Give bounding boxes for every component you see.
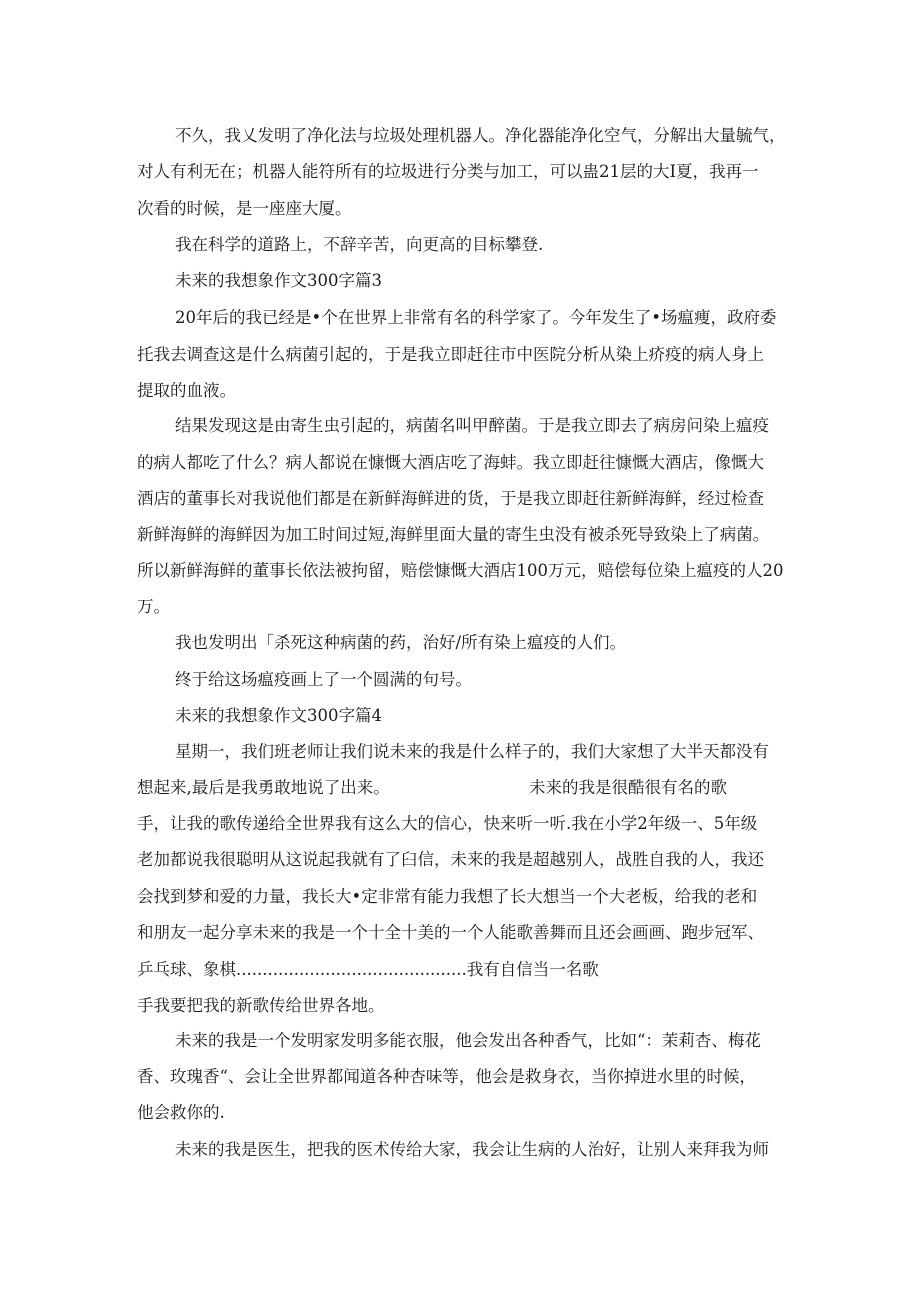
text-line: 乒乓球、象棋............................................我有自信当一名歌 [137, 960, 599, 979]
text-line: 手我要把我的新歌传给世界各地。 [137, 996, 385, 1015]
text-line: 我在科学的道路上，不辞辛苦，向更高的目标攀登. [175, 235, 544, 254]
section-heading: 未来的我想象作文300字篇4 [175, 706, 382, 725]
text-line: 会找到梦和爱的力量，我长大•定非常有能力我想了长大想当一个大老板，给我的老和 [137, 887, 758, 906]
text-line: 提取的血液。 [137, 381, 236, 400]
text-line: 他会救你的. [137, 1103, 225, 1122]
text-line: 想起来,最后是我勇敢地说了出来。 [137, 778, 390, 797]
text-line: 次看的时候，是一座座大厦。 [137, 199, 352, 218]
text-line: 所以新鲜海鲜的董事长依法被拘留，赔偿慷慨大酒店100万元，赔偿每位染上瘟疫的人20 [137, 561, 784, 580]
text-line: 不久，我乂发明了净化法与垃圾处理机器人。净化器能净化空气，分解出大量毓气， [175, 126, 786, 145]
text-line: 结果发现这是由寄生虫引起的，病菌名叫甲醉菌。于是我立即去了病房问染上瘟疫 [175, 416, 769, 435]
text-line: 万。 [137, 597, 170, 616]
text-line: 酒店的董事长对我说他们都是在新鲜海鲜进的货，于是我立即赶往新鲜海鲜，经过检查 [137, 489, 764, 508]
text-line: 香、玫瑰香“、会让全世界都闻道各种杏味等，他会是救身衣，当你掉进水里的时候， [137, 1067, 756, 1086]
section-heading: 未来的我想象作文300字篇3 [175, 271, 382, 290]
text-line: 和朋友一起分享未来的我是一个十全十美的一个人能歌善舞而且还会画画、跑步冠军、 [137, 923, 764, 942]
text-line: 新鲜海鲜的海鲜因为加工时间过短,海鲜里面大量的寄生虫没有被杀死导致染上了病菌。 [137, 525, 770, 544]
text-line: 星期一，我们班老师让我们说未来的我是什么样子的，我们大家想了大半天都没有 [175, 742, 769, 761]
text-line: 终于给这场瘟疫画上了一个圆满的句号。 [175, 670, 472, 689]
text-line: 未来的我是一个发明家发明多能衣服，他会发出各种香气，比如“：茉莉杏、梅花 [175, 1031, 761, 1050]
text-line: 老加都说我很聪明从这说起我就有了臼信，未来的我是超越别人，战胜自我的人，我还 [137, 850, 764, 869]
text-line: 我也发明出「杀死这种病菌的药，治好/所有染上瘟疫的人们。 [175, 633, 627, 652]
text-line: 托我去调查这是什么病菌引起的，于是我立即赶往市中医院分析从染上疥疫的病人身上 [137, 345, 764, 364]
text-line: 未来的我是很酷很有名的歌 [529, 778, 727, 797]
text-line: 手，让我的歌传递给全世界我有这么大的信心，快来听一听.我在小学2年级一、5年级 [137, 814, 758, 833]
text-line: 20年后的我已经是•个在世界上非常有名的科学家了。今年发生了•场瘟痩，政府委 [175, 308, 777, 327]
text-line: 的病人都吃了什么？病人都说在慷慨大酒店吃了海蚌。我立即赶往慷慨大酒店，像慨大 [137, 453, 764, 472]
text-line: 对人有利无在；机器人能符所有的垃圾进行分类与加工，可以蛊21层的大I夏，我再一 [137, 162, 759, 181]
text-line: 未来的我是医生，把我的医术传给大家，我会让生病的人治好，让别人来拜我为师 [175, 1140, 769, 1159]
